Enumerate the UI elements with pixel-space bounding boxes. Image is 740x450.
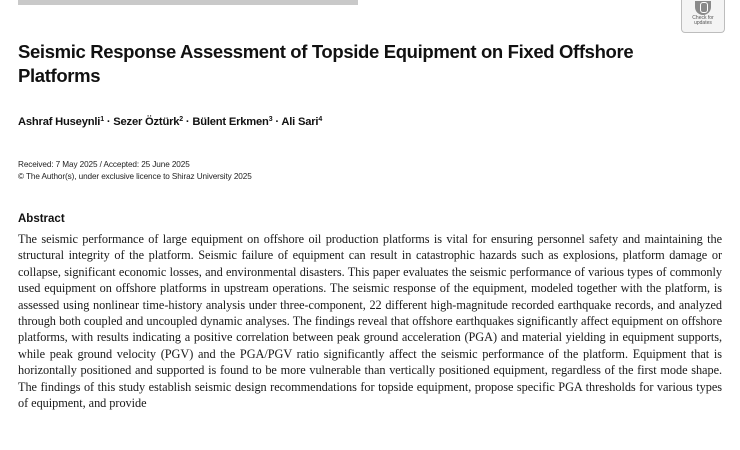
badge-text-line1: Check for — [692, 15, 714, 21]
author-list — [18, 115, 322, 129]
author-name[interactable]: Ashraf Huseynli — [18, 116, 101, 128]
badge-text-line2: updates — [694, 20, 712, 26]
author-name[interactable]: Bülent Erkmen — [192, 116, 269, 128]
publication-meta — [18, 159, 252, 182]
abstract-heading: Abstract — [18, 213, 65, 225]
author-name[interactable]: Ali Sari — [281, 116, 319, 128]
author-affiliation: 1 — [100, 116, 104, 123]
abstract-text: The seismic performance of large equipment on offshore oil production platforms is vital for ensuring personnel safety and maintaining the structural integrity of the platform. Seismic failure of equipment can result in catastrophic hazards such as explosions, platform damage or collapse, significant economic losses, and environmental disasters. This paper evaluates the seismic performance of various types of commonly used equipment on offshore platforms in upstream operations. The seismic response of the equipment, modeled together with the platform, is assessed using nonlinear time-history analysis under three-component, 22 different high-magnitude recorded earthquake records, and analyzed through both coupled and uncoupled dynamic analyses. The findings reveal that offshore earthquakes significantly affect equipment on offshore platforms, with results indicating a positive correlation between peak ground acceleration (PGA) and material yielding in equipment supports, while peak ground velocity (PGV) and the PGA/PGV ratio significantly affect the seismic performance of the platform. Equipment that is horizontally positioned and supported is found to be more vulnerable than vertically positioned equipment, regardless of the first mode shape. The findings of this study establish seismic design recommendations for topside equipment, propose specific PGA thresholds for various types of equipment, and provide — [18, 232, 722, 411]
license-statement: © The Author(s), under exclusive licence to Shiraz University 2025 — [18, 171, 252, 181]
paper-title: Seismic Response Assessment of Topside Equipment on Fixed Offshore Platforms — [18, 41, 634, 86]
author-separator: · — [275, 116, 279, 128]
author-affiliation: 3 — [268, 116, 273, 123]
author-name[interactable]: Sezer Öztürk — [113, 116, 180, 128]
header-bar — [18, 0, 358, 5]
check-for-updates-badge[interactable] — [681, 0, 725, 33]
author-affiliation: 2 — [179, 116, 183, 123]
check-for-updates-icon — [695, 1, 711, 15]
author-separator: · — [185, 116, 190, 128]
received-accepted-dates: Received: 7 May 2025 / Accepted: 25 June 2025 — [18, 160, 190, 169]
author-separator: · — [106, 116, 111, 128]
author-affiliation: 4 — [318, 116, 323, 123]
